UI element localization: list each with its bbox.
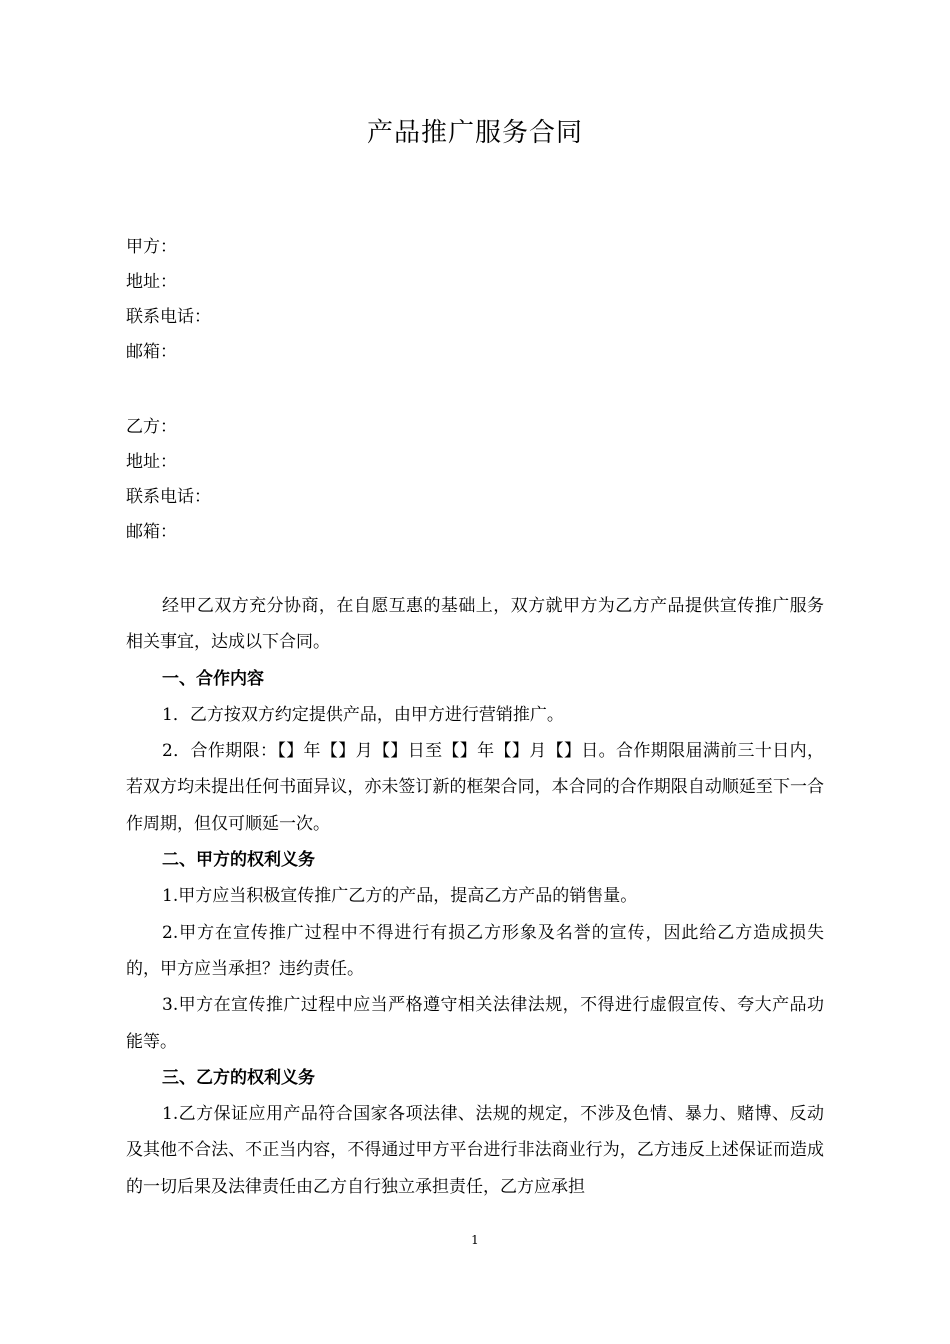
party-a-phone-label: 联系电话： [126, 307, 211, 327]
party-b-email-label: 邮箱： [126, 522, 177, 542]
contract-body [126, 588, 824, 1205]
party-a-email-label: 邮箱： [126, 342, 177, 362]
party-a-block [126, 230, 211, 370]
intro-paragraph: 经甲乙双方充分协商，在自愿互惠的基础上，双方就甲方为乙方产品提供宣传推广服务相关事宜，达成以下合同。 [126, 596, 824, 653]
party-b-block [126, 410, 211, 550]
party-b-phone-label: 联系电话： [126, 487, 211, 507]
section-heading: 三、乙方的权利义务 [162, 1067, 315, 1088]
clause-paragraph: 2.甲方在宣传推广过程中不得进行有损乙方形象及名誉的宣传，因此给乙方造成损失的，甲方应当承担？违约责任。 [126, 922, 824, 979]
clause-paragraph: 2．合作期限：【】年【】月【】日至【】年【】月【】日。合作期限届满前三十日内，若双方均未提出任何书面异议，亦未签订新的框架合同，本合同的合作期限自动顺延至下一合作周期，但仅可顺延一次。 [126, 741, 824, 834]
clause-paragraph: 3.甲方在宣传推广过程中应当严格遵守相关法律法规，不得进行虚假宣传、夸大产品功能等。 [126, 995, 824, 1052]
clause-paragraph: 1.甲方应当积极宣传推广乙方的产品，提高乙方产品的销售量。 [162, 886, 638, 907]
party-b-address-label: 地址： [126, 452, 177, 472]
clause-paragraph: 1.乙方保证应用产品符合国家各项法律、法规的规定，不涉及色情、暴力、赌博、反动及其他不合法、不正当内容，不得通过甲方平台进行非法商业行为，乙方违反上述保证而造成的一切后果及法律责任由乙方自行独立承担责任，乙方应承担 [126, 1104, 824, 1197]
party-b-name-label: 乙方： [126, 417, 177, 437]
party-a-name-label: 甲方： [126, 237, 177, 257]
contract-title: 产品推广服务合同 [366, 118, 583, 148]
section-heading: 二、甲方的权利义务 [162, 850, 315, 871]
section-heading: 一、合作内容 [162, 668, 264, 689]
clause-paragraph: 1．乙方按双方约定提供产品，由甲方进行营销推广。 [162, 704, 564, 725]
page-number: 1 [471, 1233, 479, 1247]
party-a-address-label: 地址： [126, 272, 177, 292]
